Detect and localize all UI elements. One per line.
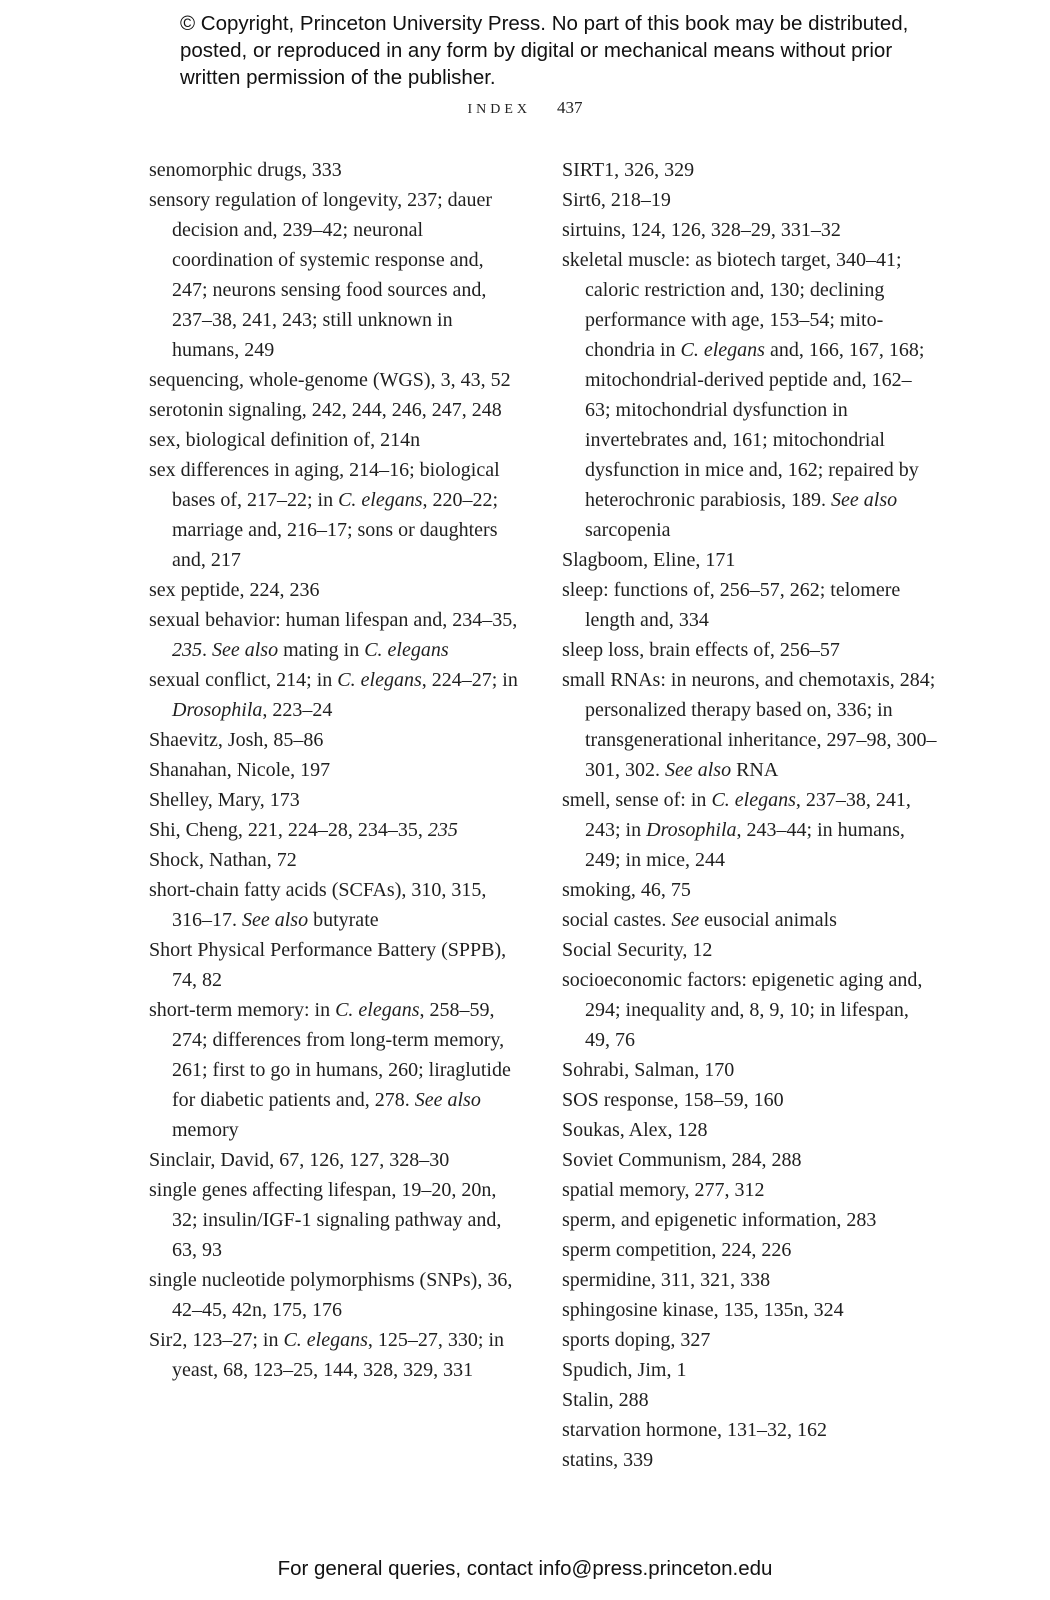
index-entry-text: skeletal muscle: as biotech target, 340–41; caloric restriction and, 130; declining performance with age, 153–54; mitochondria in bbox=[562, 249, 902, 361]
index-entry bbox=[149, 845, 524, 875]
index-entry-text: and, 166, 167, 168; mitochondrial-derived peptide and, 162–63; mitochondrial dysfunction in invertebrates and, 161; mitochondrial dysfunction in mice and, 162; repaired by heterochronic parabiosis, 189. bbox=[585, 339, 925, 511]
index-entry bbox=[149, 1325, 524, 1385]
index-entry-text: sexual conflict, 214; in bbox=[149, 669, 338, 691]
index-entry-text: sensory regulation of longevity, 237; dauer decision and, 239–42; neuronal coordination of systemic response and, 247; neurons sensing food sources and, 237–38, 241, 243; still unknown in humans, 249 bbox=[149, 189, 493, 361]
index-entry-text: Shelley, Mary, 173 bbox=[149, 789, 300, 811]
index-entry bbox=[149, 935, 524, 995]
index-entry bbox=[562, 245, 937, 545]
index-entry bbox=[149, 1145, 524, 1175]
index-entry bbox=[149, 575, 524, 605]
index-column-left bbox=[149, 155, 524, 1385]
index-entry-text: Shock, Nathan, 72 bbox=[149, 849, 297, 871]
running-head-section: INDEX bbox=[467, 102, 532, 117]
index-column-right bbox=[562, 155, 937, 1475]
index-entry-text: spermidine, 311, 321, 338 bbox=[562, 1269, 771, 1291]
index-entry-text: , 125–27, 330; in yeast, 68, 123–25, 144, 328, 329, 331 bbox=[172, 1329, 505, 1381]
index-entry bbox=[149, 455, 524, 575]
index-entry-text: Sohrabi, Salman, 170 bbox=[562, 1059, 735, 1081]
index-entry-text: senomorphic drugs, 333 bbox=[149, 159, 342, 181]
index-entry bbox=[562, 1235, 937, 1265]
index-entry-italic: See also bbox=[665, 759, 732, 781]
index-entry-text: sleep loss, brain effects of, 256–57 bbox=[562, 639, 840, 661]
index-entry-italic: C. elegans bbox=[364, 639, 449, 661]
index-entry-text: , 258–59, 274; differences from long-term memory, 261; first to go in humans, 260; liraglutide for diabetic patients and, 278. bbox=[172, 999, 511, 1111]
index-entry bbox=[562, 1355, 937, 1385]
index-entry-italic: See also bbox=[831, 489, 898, 511]
index-entry-text: sperm competition, 224, 226 bbox=[562, 1239, 792, 1261]
index-entry bbox=[562, 155, 937, 185]
index-entry bbox=[562, 185, 937, 215]
index-entry-italic: See also bbox=[414, 1089, 481, 1111]
index-entry-text: smell, sense of: in bbox=[562, 789, 712, 811]
index-entry-text: , 237–38, 241, 243; in bbox=[585, 789, 911, 841]
footer-contact: For general queries, contact info@press.princeton.edu bbox=[277, 1557, 773, 1580]
index-entry bbox=[149, 755, 524, 785]
index-entry bbox=[562, 1145, 937, 1175]
index-entry bbox=[149, 425, 524, 455]
index-entry-italic: See also bbox=[242, 909, 309, 931]
index-entry-text: Soukas, Alex, 128 bbox=[562, 1119, 708, 1141]
index-entry bbox=[562, 545, 937, 575]
index-entry bbox=[562, 1055, 937, 1085]
index-entry-text: mating in bbox=[278, 639, 365, 661]
index-entry bbox=[562, 1115, 937, 1145]
index-entry-italic: 235 bbox=[427, 819, 458, 841]
copyright-notice: © Copyright, Princeton University Press. No part of this book may be distributed, posted, or reproduced in any form by digital or mechanical means without prior written permission of the publisher. bbox=[180, 12, 909, 89]
index-entry-italic: See also bbox=[212, 639, 279, 661]
index-entry bbox=[149, 815, 524, 845]
index-entry-text: sleep: functions of, 256–57, 262; telomere length and, 334 bbox=[562, 579, 901, 631]
index-entry-text: Sir2, 123–27; in bbox=[149, 1329, 284, 1351]
page-number: 437 bbox=[557, 98, 583, 117]
index-entry-text: , 223–24 bbox=[262, 699, 333, 721]
index-entry bbox=[149, 395, 524, 425]
index-entry-italic: See bbox=[671, 909, 700, 931]
index-entry-text: sequencing, whole-genome (WGS), 3, 43, 52 bbox=[149, 369, 511, 391]
index-entry bbox=[562, 1085, 937, 1115]
index-entry-text: spatial memory, 277, 312 bbox=[562, 1179, 765, 1201]
index-entry bbox=[562, 1295, 937, 1325]
index-entry-text: RNA bbox=[731, 759, 779, 781]
index-entry-italic: C. elegans bbox=[711, 789, 796, 811]
index-entry-text: Soviet Communism, 284, 288 bbox=[562, 1149, 802, 1171]
running-head bbox=[0, 98, 1050, 118]
index-entry-text: Spudich, Jim, 1 bbox=[562, 1359, 687, 1381]
index-entry bbox=[562, 1265, 937, 1295]
index-entry bbox=[562, 1175, 937, 1205]
index-entry bbox=[562, 635, 937, 665]
index-entry-italic: 235 bbox=[172, 639, 202, 661]
index-entry-italic: C. elegans bbox=[337, 669, 422, 691]
index-entry-text: Social Security, 12 bbox=[562, 939, 713, 961]
index-entry bbox=[149, 875, 524, 935]
index-entry-text: starvation hormone, 131–32, 162 bbox=[562, 1419, 827, 1441]
index-entry-text: Slagboom, Eline, 171 bbox=[562, 549, 736, 571]
index-entry-text: single nucleotide polymorphisms (SNPs), 36, 42–45, 42n, 175, 176 bbox=[149, 1269, 513, 1321]
index-entry-text: Stalin, 288 bbox=[562, 1389, 649, 1411]
index-entry bbox=[562, 785, 937, 875]
index-entry bbox=[562, 905, 937, 935]
index-entry bbox=[562, 1385, 937, 1415]
index-entry-text: eusocial animals bbox=[699, 909, 837, 931]
index-entry bbox=[149, 365, 524, 395]
index-entry bbox=[562, 215, 937, 245]
index-entry-text: sexual behavior: human lifespan and, 234–35, bbox=[149, 609, 518, 631]
index-entry bbox=[149, 1265, 524, 1325]
index-entry-text: Sirt6, 218–19 bbox=[562, 189, 671, 211]
index-entry bbox=[149, 725, 524, 755]
index-entry bbox=[149, 1175, 524, 1265]
index-entry-text: social castes. bbox=[562, 909, 672, 931]
index-entry bbox=[562, 575, 937, 635]
index-entry-text: socioeconomic factors: epigenetic aging and, 294; inequality and, 8, 9, 10; in lifespan, 49, 76 bbox=[562, 969, 923, 1051]
index-entry-text: , 243–44; in humans, 249; in mice, 244 bbox=[585, 819, 905, 871]
index-entry-text: , 224–27; in bbox=[421, 669, 518, 691]
index-entry-text: Short Physical Performance Battery (SPPB), 74, 82 bbox=[149, 939, 507, 991]
index-entry-text: sports doping, 327 bbox=[562, 1329, 711, 1351]
index-entry bbox=[149, 185, 524, 365]
index-entry-text: Shaevitz, Josh, 85–86 bbox=[149, 729, 324, 751]
index-entry bbox=[149, 155, 524, 185]
index-entry-text: statins, 339 bbox=[562, 1449, 654, 1471]
index-entry-text: sirtuins, 124, 126, 328–29, 331–32 bbox=[562, 219, 841, 241]
index-entry bbox=[149, 995, 524, 1145]
index-entry-text: butyrate bbox=[308, 909, 379, 931]
index-entry bbox=[562, 1415, 937, 1445]
index-entry bbox=[149, 785, 524, 815]
index-entry-text: sphingosine kinase, 135, 135n, 324 bbox=[562, 1299, 844, 1321]
index-entry bbox=[562, 1205, 937, 1235]
index-entry-italic: C. elegans bbox=[283, 1329, 368, 1351]
index-entry bbox=[562, 935, 937, 965]
index-entry-text: short-term memory: in bbox=[149, 999, 336, 1021]
index-entry-text: Shanahan, Nicole, 197 bbox=[149, 759, 331, 781]
index-entry-text: sex differences in aging, 214–16; biological bases of, 217–22; in bbox=[149, 459, 500, 511]
index-entry-text: Sinclair, David, 67, 126, 127, 328–30 bbox=[149, 1149, 450, 1171]
index-entry-text: , 220–22; marriage and, 216–17; sons or daughters and, 217 bbox=[172, 489, 499, 571]
index-entry-text: short-chain fatty acids (SCFAs), 310, 315, 316–17. bbox=[149, 879, 487, 931]
index-entry bbox=[149, 605, 524, 665]
index-entry bbox=[562, 965, 937, 1055]
index-entry-text: SIRT1, 326, 329 bbox=[562, 159, 695, 181]
index-entry-text: single genes affecting lifespan, 19–20, 20n, 32; insulin/IGF-1 signaling pathway and, 63, 93 bbox=[149, 1179, 502, 1261]
index-entry-italic: C. elegans bbox=[338, 489, 423, 511]
index-entry bbox=[562, 665, 937, 785]
index-entry-text: sperm, and epigenetic information, 283 bbox=[562, 1209, 877, 1231]
index-entry-italic: C. elegans bbox=[335, 999, 420, 1021]
index-entry-text: sarcopenia bbox=[585, 519, 671, 541]
index-entry-italic: C. elegans bbox=[680, 339, 765, 361]
index-entry-italic: Drosophila bbox=[646, 819, 737, 841]
index-entry bbox=[562, 1325, 937, 1355]
index-entry-text: serotonin signaling, 242, 244, 246, 247, 248 bbox=[149, 399, 502, 421]
index-entry-text: SOS response, 158–59, 160 bbox=[562, 1089, 784, 1111]
index-entry-text: memory bbox=[172, 1119, 239, 1141]
index-entry bbox=[562, 1445, 937, 1475]
index-entry-text: sex peptide, 224, 236 bbox=[149, 579, 320, 601]
index-entry bbox=[562, 875, 937, 905]
index-entry-text: smoking, 46, 75 bbox=[562, 879, 691, 901]
index-entry-text: small RNAs: in neurons, and chemotaxis, 284; personalized therapy based on, 336; in transgenerational inheritance, 297–98, 300–301, 302. bbox=[562, 669, 937, 781]
index-entry bbox=[149, 665, 524, 725]
index-entry-text: Shi, Cheng, 221, 224–28, 234–35, bbox=[149, 819, 428, 841]
index-entry-text: sex, biological definition of, 214n bbox=[149, 429, 421, 451]
index-entry-italic: Drosophila bbox=[172, 699, 263, 721]
index-entry-text: . bbox=[202, 639, 212, 661]
